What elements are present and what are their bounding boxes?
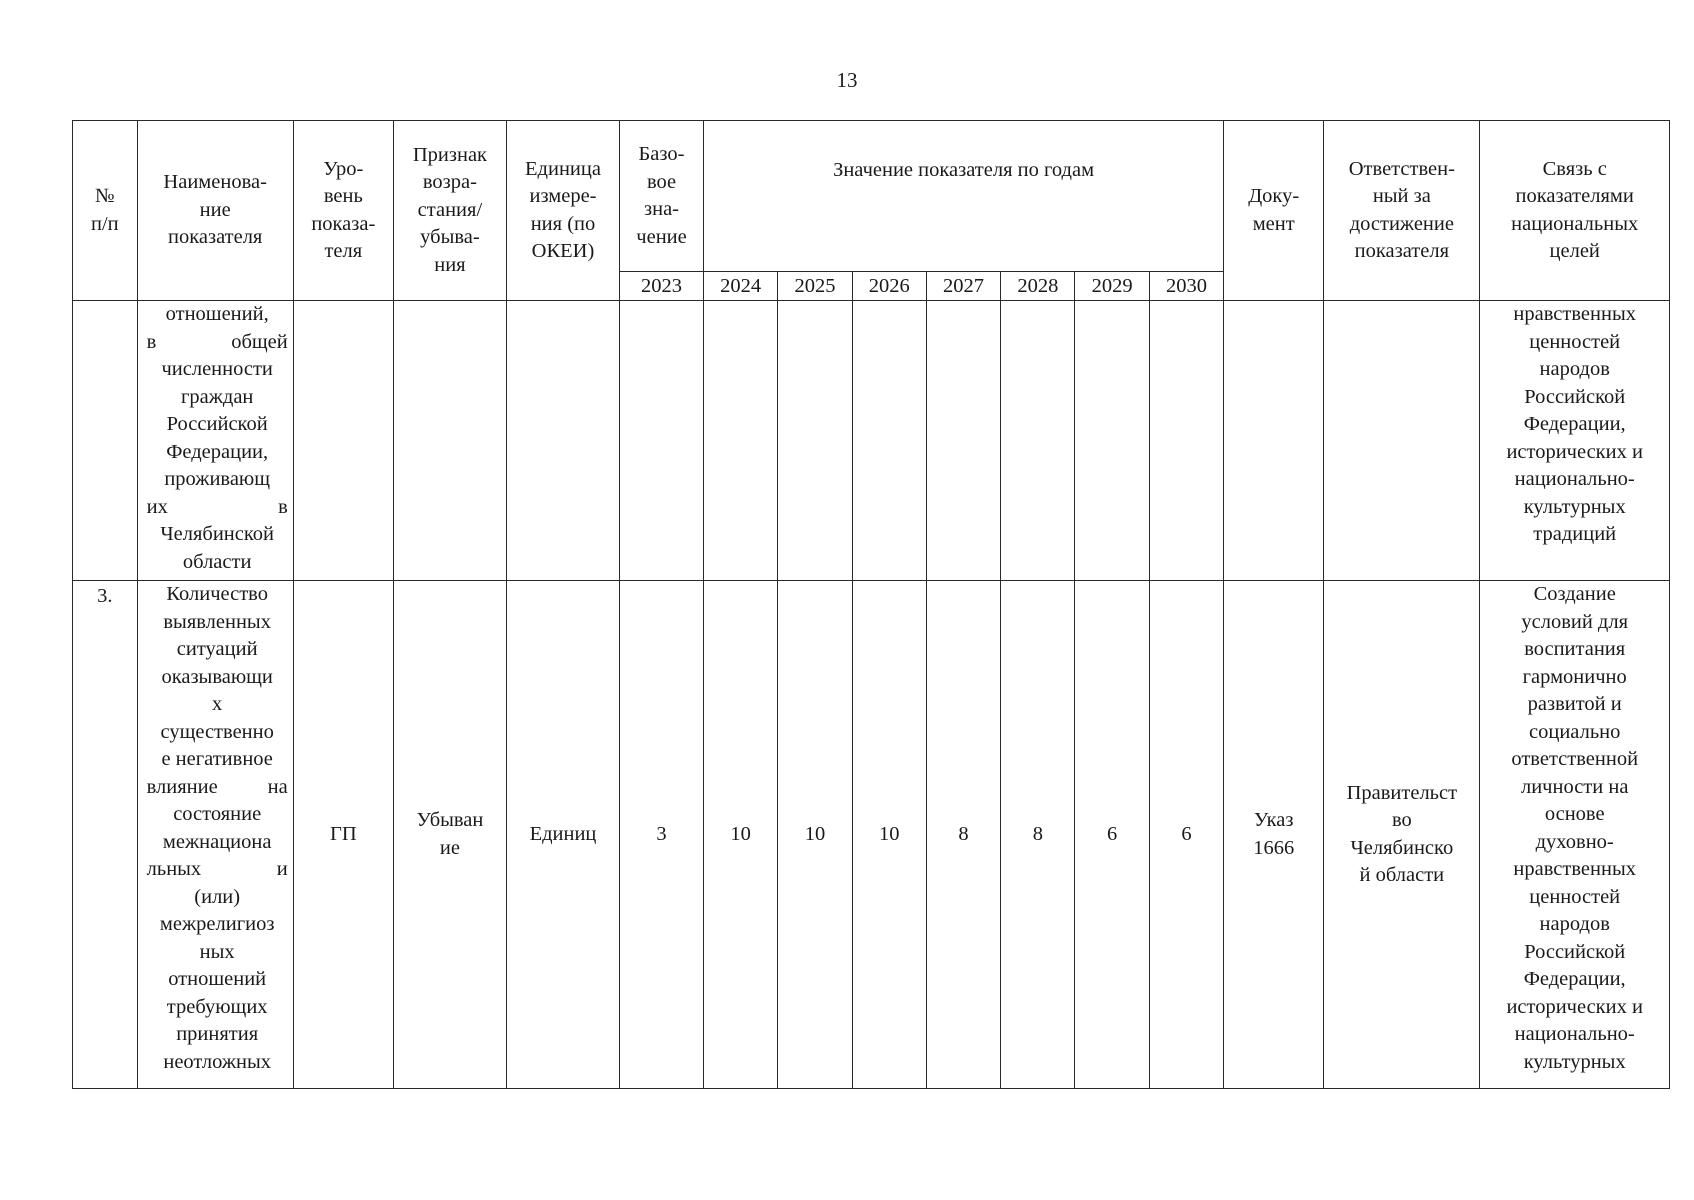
header-sign: Признак возра- стания/ убыва- ния — [393, 121, 506, 301]
page-number: 13 — [836, 68, 858, 92]
header-year-2026: 2026 — [852, 272, 926, 301]
row-cont-2025 — [778, 301, 852, 581]
row-cont-sign — [393, 301, 506, 581]
row-3-name: Количество выявленных ситуаций оказывающи х существенно е негативное влияние на состояние межнациона льных и (или) межрелигиоз ных отношений требующих принятия неотложных — [137, 581, 293, 1089]
header-year-2027: 2027 — [926, 272, 1000, 301]
row-cont-2028 — [1001, 301, 1075, 581]
row-cont-num — [73, 301, 138, 581]
row-cont-unit — [506, 301, 619, 581]
header-num: № п/п — [73, 121, 138, 301]
row-cont-link: нравственных ценностей народов Российской Федерации, исторических и национально- культурных традиций — [1480, 301, 1670, 581]
row-3-level: ГП — [293, 581, 393, 1089]
header-year-2030: 2030 — [1149, 272, 1223, 301]
table-row — [73, 301, 1670, 581]
header-year-2029: 2029 — [1075, 272, 1149, 301]
row-cont-level — [293, 301, 393, 581]
row-cont-2030 — [1149, 301, 1223, 581]
row-cont-2024 — [704, 301, 778, 581]
header-year-2028: 2028 — [1001, 272, 1075, 301]
header-year-2025: 2025 — [778, 272, 852, 301]
row-3-2024: 10 — [704, 581, 778, 1089]
row-3-link: Создание условий для воспитания гармонично развитой и социально ответственной личности на основе духовно- нравственных ценностей народов Российской Федерации, исторических и национально- культурных — [1480, 581, 1670, 1089]
header-name: Наименова- ние показателя — [137, 121, 293, 301]
indicators-table — [72, 120, 1670, 1089]
row-3-2025: 10 — [778, 581, 852, 1089]
header-document: Доку- мент — [1224, 121, 1324, 301]
row-cont-2027 — [926, 301, 1000, 581]
row-3-num: 3. — [73, 581, 138, 1089]
row-3-unit: Единиц — [506, 581, 619, 1089]
row-3-responsible: Правительст во Челябинско й области — [1324, 581, 1480, 1089]
row-3-document: Указ 1666 — [1224, 581, 1324, 1089]
row-3-2026: 10 — [852, 581, 926, 1089]
row-3-2030: 6 — [1149, 581, 1223, 1089]
table-row — [73, 581, 1670, 1089]
row-3-2029: 6 — [1075, 581, 1149, 1089]
row-cont-responsible — [1324, 301, 1480, 581]
header-base: Базо- вое зна- чение — [620, 121, 704, 272]
header-base-year: 2023 — [620, 272, 704, 301]
header-unit: Единица измере- ния (по ОКЕИ) — [506, 121, 619, 301]
row-3-sign: Убыван ие — [393, 581, 506, 1089]
row-cont-base — [620, 301, 704, 581]
row-3-base: 3 — [620, 581, 704, 1089]
header-level: Уро- вень показа- теля — [293, 121, 393, 301]
header-years-group: Значение показателя по годам — [704, 121, 1224, 272]
row-3-2027: 8 — [926, 581, 1000, 1089]
row-cont-2029 — [1075, 301, 1149, 581]
row-cont-document — [1224, 301, 1324, 581]
row-3-2028: 8 — [1001, 581, 1075, 1089]
row-cont-2026 — [852, 301, 926, 581]
header-year-2024: 2024 — [704, 272, 778, 301]
row-cont-name: отношений, в общей численности граждан Российской Федерации, проживающ их в Челябинской области — [137, 301, 293, 581]
header-link: Связь с показателями национальных целей — [1480, 121, 1670, 301]
header-responsible: Ответствен- ный за достижение показателя — [1324, 121, 1480, 301]
